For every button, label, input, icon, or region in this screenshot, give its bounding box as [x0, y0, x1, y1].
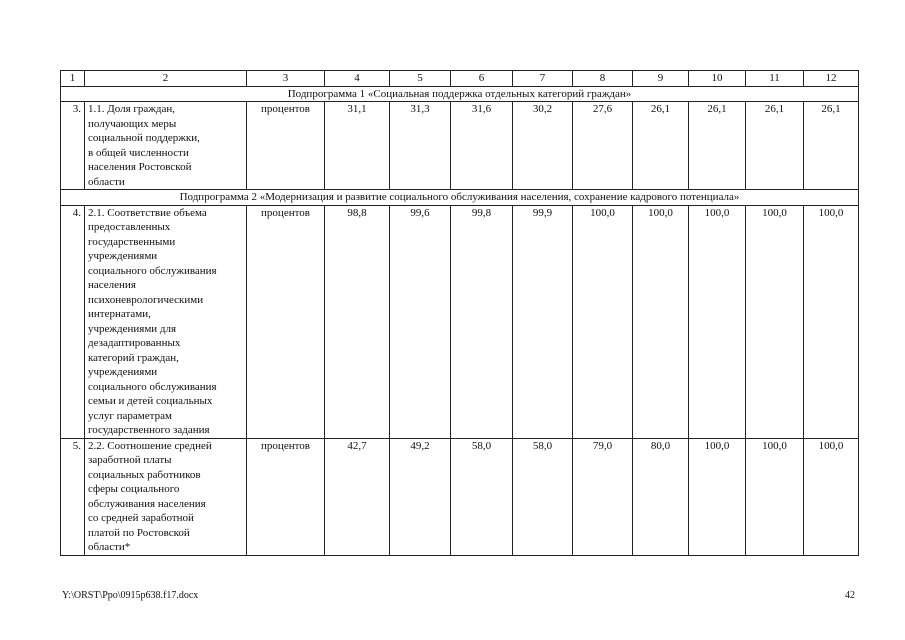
indicator-name-line: государственными: [88, 235, 176, 248]
value-cell: 31,3: [390, 102, 451, 190]
column-number: 11: [746, 71, 804, 87]
value-cell: 100,0: [746, 205, 804, 438]
indicator-name-line: психоневрологическими: [88, 293, 204, 306]
indicator-name-line: 2.2. Соотношение средней: [88, 439, 212, 452]
indicator-name-line: заработной платы: [88, 454, 172, 466]
indicator-name-line: социального обслуживания: [88, 380, 217, 393]
page-number: 42: [845, 590, 855, 601]
indicator-name-line: социальной поддержки,: [88, 132, 200, 144]
subprogram-title: Подпрограмма 1 «Социальная поддержка отдельных категорий граждан»: [61, 86, 859, 102]
column-number: 12: [804, 71, 859, 87]
subprogram-title: Подпрограмма 2 «Модернизация и развитие социального обслуживания населения, сохранение кадрового потенциала»: [61, 190, 859, 206]
indicator-name-line: со средней заработной: [88, 512, 194, 524]
value-cell: 42,7: [325, 438, 390, 555]
indicator-name-line: государственного задания: [88, 424, 210, 436]
value-cell: 100,0: [689, 438, 746, 555]
value-cell: 100,0: [633, 205, 689, 438]
subprogram-row: [61, 190, 859, 206]
row-number: 3.: [61, 102, 85, 190]
indicator-name-line: в общей численности: [88, 146, 189, 159]
value-cell: 100,0: [804, 438, 859, 555]
value-cell: 26,1: [633, 102, 689, 190]
indicator-name-line: дезадаптированных: [88, 337, 181, 349]
indicator-name-line: категорий граждан,: [88, 351, 179, 364]
value-cell: 100,0: [746, 438, 804, 555]
indicator-name-line: населения: [88, 279, 136, 291]
column-number: 5: [390, 71, 451, 87]
column-number: 7: [513, 71, 573, 87]
value-cell: 99,6: [390, 205, 451, 438]
unit-cell: процентов: [247, 438, 325, 555]
column-number: 2: [85, 71, 247, 87]
row-number: 5.: [61, 438, 85, 555]
value-cell: 49,2: [390, 438, 451, 555]
indicator-name-line: социальных работников: [88, 468, 201, 481]
column-number: 4: [325, 71, 390, 87]
value-cell: 26,1: [804, 102, 859, 190]
column-number: 6: [451, 71, 513, 87]
unit-cell: процентов: [247, 205, 325, 438]
unit-cell: процентов: [247, 102, 325, 190]
value-cell: 26,1: [689, 102, 746, 190]
value-cell: 58,0: [451, 438, 513, 555]
column-number: 10: [689, 71, 746, 87]
indicator-name-line: учреждениями для: [88, 322, 177, 335]
indicator-name-line: интернатами,: [88, 308, 151, 320]
row-number: 4.: [61, 205, 85, 438]
indicator-name-line: населения Ростовской: [88, 161, 192, 173]
indicators-table: [60, 70, 859, 556]
indicator-name-line: 2.1. Соответствие объема: [88, 206, 207, 219]
value-cell: 100,0: [804, 205, 859, 438]
indicator-name-line: области: [88, 175, 125, 188]
column-number: 3: [247, 71, 325, 87]
indicator-name-line: 1.1. Доля граждан,: [88, 103, 176, 115]
indicator-name-line: семьи и детей социальных: [88, 395, 213, 407]
indicator-name-line: обслуживания населения: [88, 497, 206, 510]
value-cell: 99,8: [451, 205, 513, 438]
value-cell: 99,9: [513, 205, 573, 438]
indicator-name: [85, 205, 247, 438]
file-path: Y:\ORST\Ppo\0915p638.f17.docx: [62, 590, 199, 601]
column-number-row: [61, 71, 859, 87]
table-row: [61, 205, 859, 438]
value-cell: 30,2: [513, 102, 573, 190]
value-cell: 31,6: [451, 102, 513, 190]
column-number: 9: [633, 71, 689, 87]
column-number: 8: [573, 71, 633, 87]
column-number: 1: [61, 71, 85, 87]
value-cell: 58,0: [513, 438, 573, 555]
indicator-name-line: платой по Ростовской: [88, 526, 190, 539]
indicator-name-line: получающих меры: [88, 117, 177, 130]
value-cell: 26,1: [746, 102, 804, 190]
indicator-name: [85, 102, 247, 190]
indicator-name-line: области*: [88, 541, 131, 553]
indicator-name-line: учреждениями: [88, 250, 158, 262]
indicator-name-line: услуг параметрам: [88, 409, 172, 422]
indicator-name-line: учреждениями: [88, 366, 158, 378]
value-cell: 31,1: [325, 102, 390, 190]
indicator-name: [85, 438, 247, 555]
value-cell: 98,8: [325, 205, 390, 438]
value-cell: 79,0: [573, 438, 633, 555]
table-row: [61, 438, 859, 555]
value-cell: 27,6: [573, 102, 633, 190]
indicator-name-line: сферы социального: [88, 483, 180, 495]
value-cell: 100,0: [689, 205, 746, 438]
indicator-name-line: предоставленных: [88, 221, 171, 233]
value-cell: 100,0: [573, 205, 633, 438]
value-cell: 80,0: [633, 438, 689, 555]
table-row: [61, 102, 859, 190]
indicator-name-line: социального обслуживания: [88, 264, 217, 277]
subprogram-row: [61, 86, 859, 102]
